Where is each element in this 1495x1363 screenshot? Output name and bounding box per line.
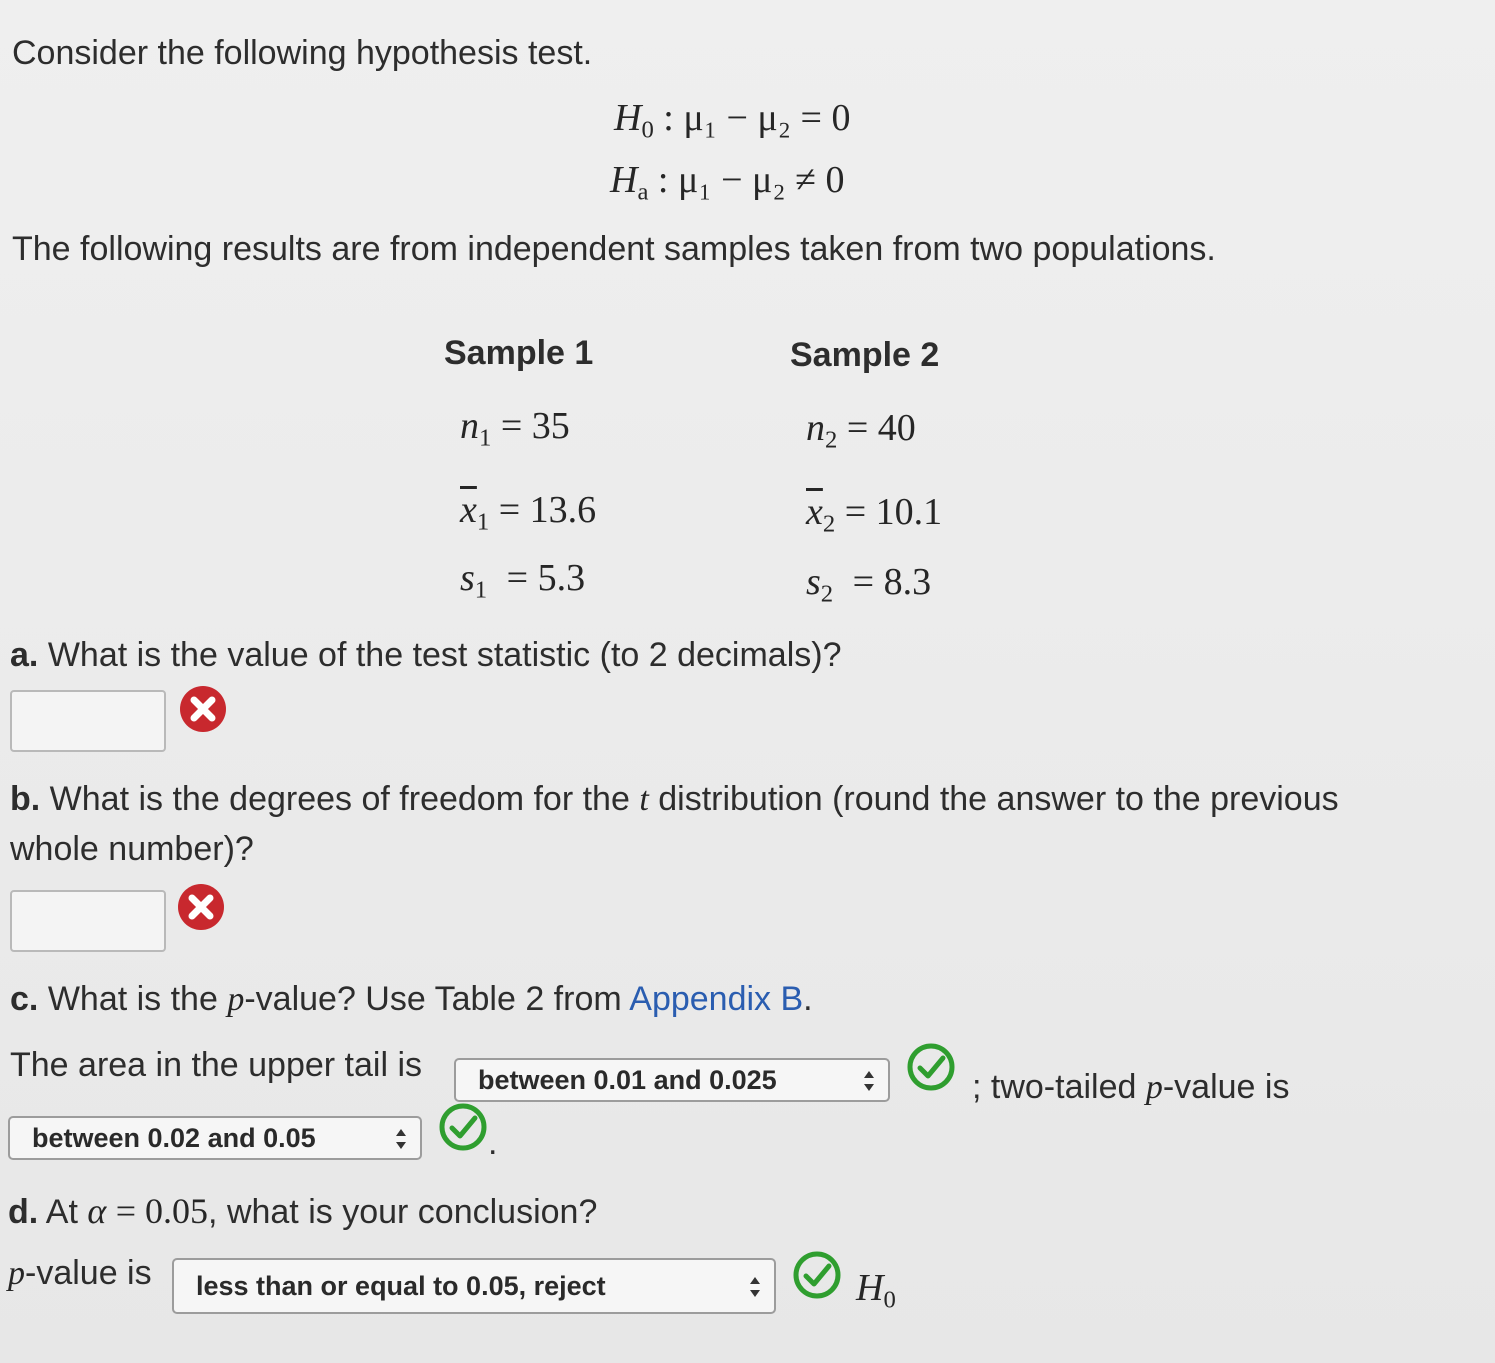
upper-tail-label: The area in the upper tail is — [10, 1046, 423, 1084]
correct-check-icon — [438, 1102, 488, 1152]
intro-text: Consider the following hypothesis test. — [12, 34, 593, 72]
upper-tail-select[interactable]: between 0.01 and 0.025 — [454, 1058, 890, 1102]
part-c-question: c. What is the p-value? Use Table 2 from Appendix B. — [10, 980, 813, 1018]
alternative-hypothesis: $H_a$ : μ₁ − μ₂ ≠ 0 — [610, 159, 845, 206]
null-hypothesis-symbol: $H_0$ — [856, 1267, 896, 1314]
correct-check-icon — [906, 1042, 956, 1092]
part-b-question-line2: whole number)? — [10, 830, 254, 868]
appendix-b-link[interactable]: Appendix B — [629, 980, 804, 1018]
correct-check-icon — [792, 1250, 842, 1300]
null-hypothesis: $H_0$ : μ₁ − μ₂ = 0 — [614, 97, 851, 144]
part-a-answer-input[interactable] — [10, 690, 166, 752]
sample2-sd: $s_2 = 8.3$ — [806, 561, 932, 608]
conclusion-select[interactable]: less than or equal to 0.05, reject — [172, 1258, 776, 1314]
part-b-question: b. What is the degrees of freedom for the t distribution (round the answer to the previous — [10, 780, 1339, 818]
sample1-sd: $s_1 = 5.3$ — [460, 557, 586, 604]
sample2-mean: $\overline{x}_2 = 10.1$ — [806, 491, 943, 538]
pvalue-label: p-value is — [8, 1254, 152, 1292]
part-a-question: a. What is the value of the test statistic (to 2 decimals)? — [10, 636, 842, 674]
incorrect-icon — [178, 684, 228, 734]
sample1-mean: $\overline{x}_1 = 13.6$ — [460, 489, 597, 536]
sample1-n: $n_1 = 35$ — [460, 405, 570, 452]
select-arrows-icon — [394, 1126, 408, 1152]
sample1-header: Sample 1 — [444, 334, 594, 372]
select-arrows-icon — [862, 1068, 876, 1094]
results-text: The following results are from independent samples taken from two populations. — [12, 230, 1216, 268]
part-b-answer-input[interactable] — [10, 890, 166, 952]
sample2-header: Sample 2 — [790, 336, 940, 374]
two-tailed-select[interactable]: between 0.02 and 0.05 — [8, 1116, 422, 1160]
sample2-n: $n_2 = 40$ — [806, 407, 916, 454]
two-tailed-label: ; two-tailed p-value is — [972, 1068, 1290, 1106]
select-arrows-icon — [748, 1274, 762, 1300]
part-d-question: d. At α = 0.05, what is your conclusion? — [8, 1191, 598, 1231]
incorrect-icon — [176, 882, 226, 932]
period: . — [488, 1124, 498, 1162]
